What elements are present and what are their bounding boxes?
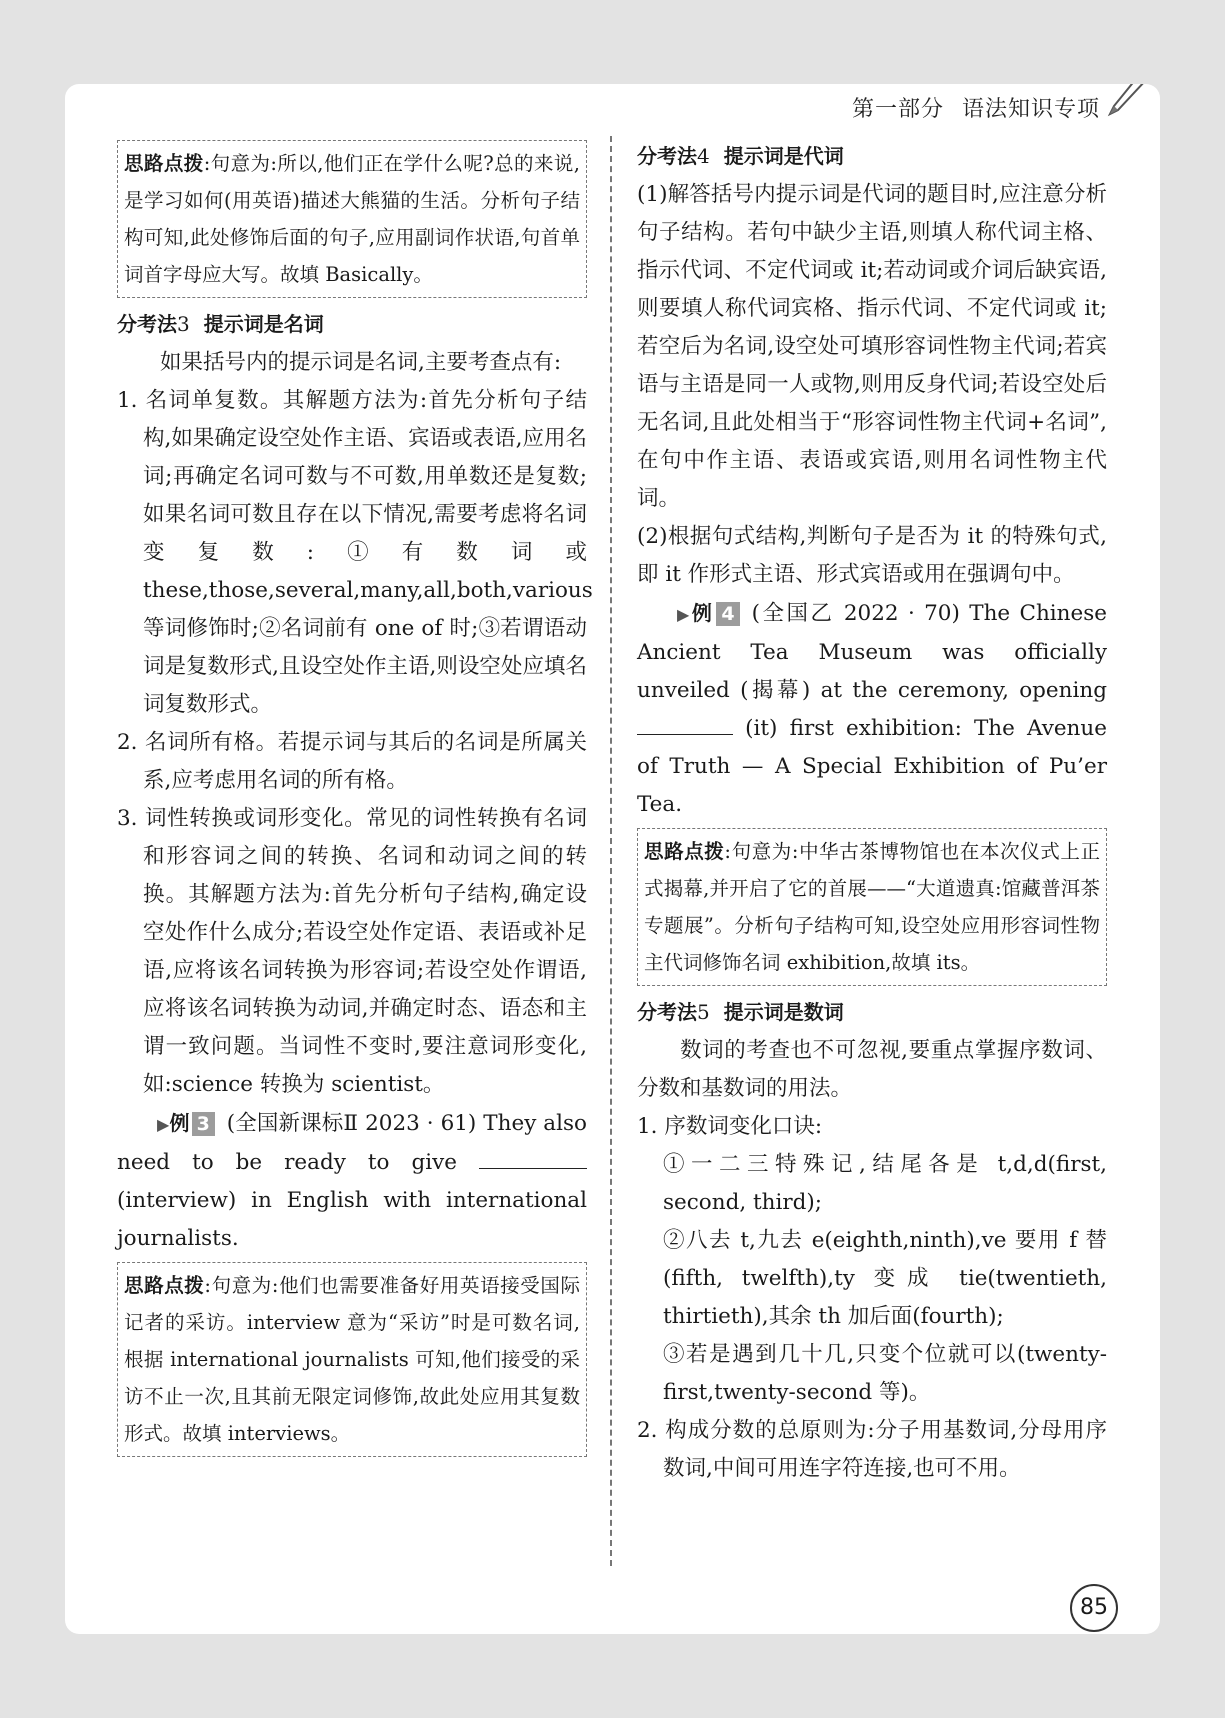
answer-blank[interactable] <box>637 714 733 735</box>
section-title: 提示词是名词 <box>203 312 324 336</box>
section-heading-5 <box>637 992 1107 1032</box>
section-prefix: 分考法 <box>117 312 177 336</box>
example-4 <box>637 594 1107 824</box>
rule-line: ②八去 t,九去 e(eighth,ninth),ve 要用 f 替(fifth, twelfth),ty 变成 tie(twentieth, thirtieth),其余 th 加后面(fourth); <box>663 1228 1107 1329</box>
paragraph: (2)根据句式结构,判断句子是否为 it 的特殊句式,即 it 作形式主语、形式宾语或用在强调句中。 <box>637 524 1107 587</box>
right-column <box>637 136 1107 1488</box>
rule-line: ③若是遇到几十几,只变个位就可以(twenty-first,twenty-second 等)。 <box>663 1342 1107 1405</box>
list-item: 1. 序数词变化口诀: <box>637 1114 823 1139</box>
hint-box <box>117 1262 587 1457</box>
column-divider <box>610 136 612 1566</box>
hint-label: 思路点拨 <box>124 1274 205 1297</box>
list-item: 3. 词性转换或词形变化。常见的词性转换有名词和形容词之间的转换、名词和动词之间的转换。其解题方法为:首先分析句子结构,确定设空处作什么成分;若设空处作定语、表语或补足语,应将该名词转换为形容词;若设空处作谓语,应将该名词转换为动词,并确定时态、语态和主谓一致问题。当词性不变时,要注意词形变化,如:science 转换为 scientist。 <box>117 806 587 1097</box>
hint-box <box>637 828 1107 986</box>
page <box>65 84 1160 1634</box>
list-item: 2. 名词所有格。若提示词与其后的名词是所属关系,应考虑用名词的所有格。 <box>117 730 587 793</box>
hint-text: :句意为:中华古茶博物馆也在本次仪式上正式揭幕,并开启了它的首展——“大道遗真:馆藏普洱茶专题展”。分析句子结构可知,设空处应用形容词性物主代词修饰名词 exhibition,故填 its。 <box>644 840 1100 974</box>
example-text: (it) first exhibition: The Avenue of Truth — A Special Exhibition of Pu’er Tea. <box>637 716 1107 817</box>
section-number: 3 <box>177 312 190 336</box>
hint-label: 思路点拨 <box>124 152 204 175</box>
example-text: (interview) in English with international journalists. <box>117 1188 587 1251</box>
rule-line: ①一二三特殊记,结尾各是 t,d,d(first, second, third); <box>663 1152 1107 1215</box>
list-item: 1. 名词单复数。其解题方法为:首先分析句子结构,如果确定设空处作主语、宾语或表语,应用名词;再确定名词可数与不可数,用单数还是复数;如果名词可数且存在以下情况,需要考虑将名词变复数:①有数词或 these,those,several,many,all,both,various 等词修饰时;②名词前有 one of 时;③若谓语动词是复数形式,且设空处作主语,则设空处应填名词复数形式。 <box>117 388 593 717</box>
paragraph: (1)解答括号内提示词是代词的题目时,应注意分析句子结构。若句中缺少主语,则填人称代词主格、指示代词、不定代词或 it;若动词或介词后缺宾语,则要填人称代词宾格、指示代词、不定代词或 it;若空后为名词,设空处可填形容词性物主代词;若宾语与主语是同一人或物,则用反身代词;若设空处后无名词,且此处相当于“形容词性物主代词+名词”,在句中作主语、表语或宾语,则用名词性物主代词。 <box>637 182 1107 511</box>
header-part: 第一部分 <box>851 97 944 122</box>
section-intro: 数词的考查也不可忽视,要重点掌握序数词、分数和基数词的用法。 <box>637 1038 1107 1101</box>
header-title: 语法知识专项 <box>961 97 1100 122</box>
section-number: 5 <box>697 1000 710 1024</box>
hint-text: :句意为:他们也需要准备好用英语接受国际记者的采访。interview 意为“采访”时是可数名词,根据 international journalists 可知,他们接受的采访不止一次,且其前无限定词修饰,故此处应用其复数形式。故填 interviews。 <box>124 1274 580 1445</box>
example-number: 4 <box>716 602 739 626</box>
example-text: The Chinese Ancient Tea Museum was officially unveiled (揭幕) at the ceremony, opening <box>637 601 1107 703</box>
triangle-icon: ▶ <box>677 605 692 624</box>
example-3 <box>117 1104 587 1258</box>
triangle-icon: ▶ <box>157 1115 170 1134</box>
example-number: 3 <box>192 1112 215 1136</box>
left-column <box>117 136 593 1463</box>
page-number: 85 <box>1070 1584 1118 1632</box>
example-text: They also need to be ready to give <box>117 1111 587 1175</box>
section-prefix: 分考法 <box>637 1000 697 1024</box>
section-heading-4 <box>637 136 1107 176</box>
hint-label: 思路点拨 <box>644 840 725 863</box>
section-prefix: 分考法 <box>637 144 697 168</box>
hint-text: :句意为:所以,他们正在学什么呢?总的来说,是学习如何(用英语)描述大熊猫的生活。分析句子结构可知,此处修饰后面的句子,应用副词作状语,句首单词首字母应大写。故填 Basically。 <box>124 152 580 286</box>
section-number: 4 <box>697 144 710 168</box>
pencil-icon <box>1104 84 1148 120</box>
section-heading-3 <box>117 304 587 344</box>
section-intro: 如果括号内的提示词是名词,主要考查点有: <box>160 350 562 375</box>
list-item: 2. 构成分数的总原则为:分子用基数词,分母用序数词,中间可用连字符连接,也可不用。 <box>637 1418 1107 1481</box>
example-source: (全国乙 2022 · 70) <box>751 601 960 626</box>
answer-blank[interactable] <box>479 1148 587 1169</box>
page-header <box>852 92 1100 123</box>
example-tag: ▶例 3 <box>157 1111 215 1135</box>
hint-box <box>117 140 587 298</box>
example-tag: ▶例 4 <box>677 601 740 625</box>
section-title: 提示词是代词 <box>723 144 844 168</box>
example-source: (全国新课标Ⅱ 2023 · 61) <box>226 1111 477 1136</box>
section-title: 提示词是数词 <box>723 1000 844 1024</box>
